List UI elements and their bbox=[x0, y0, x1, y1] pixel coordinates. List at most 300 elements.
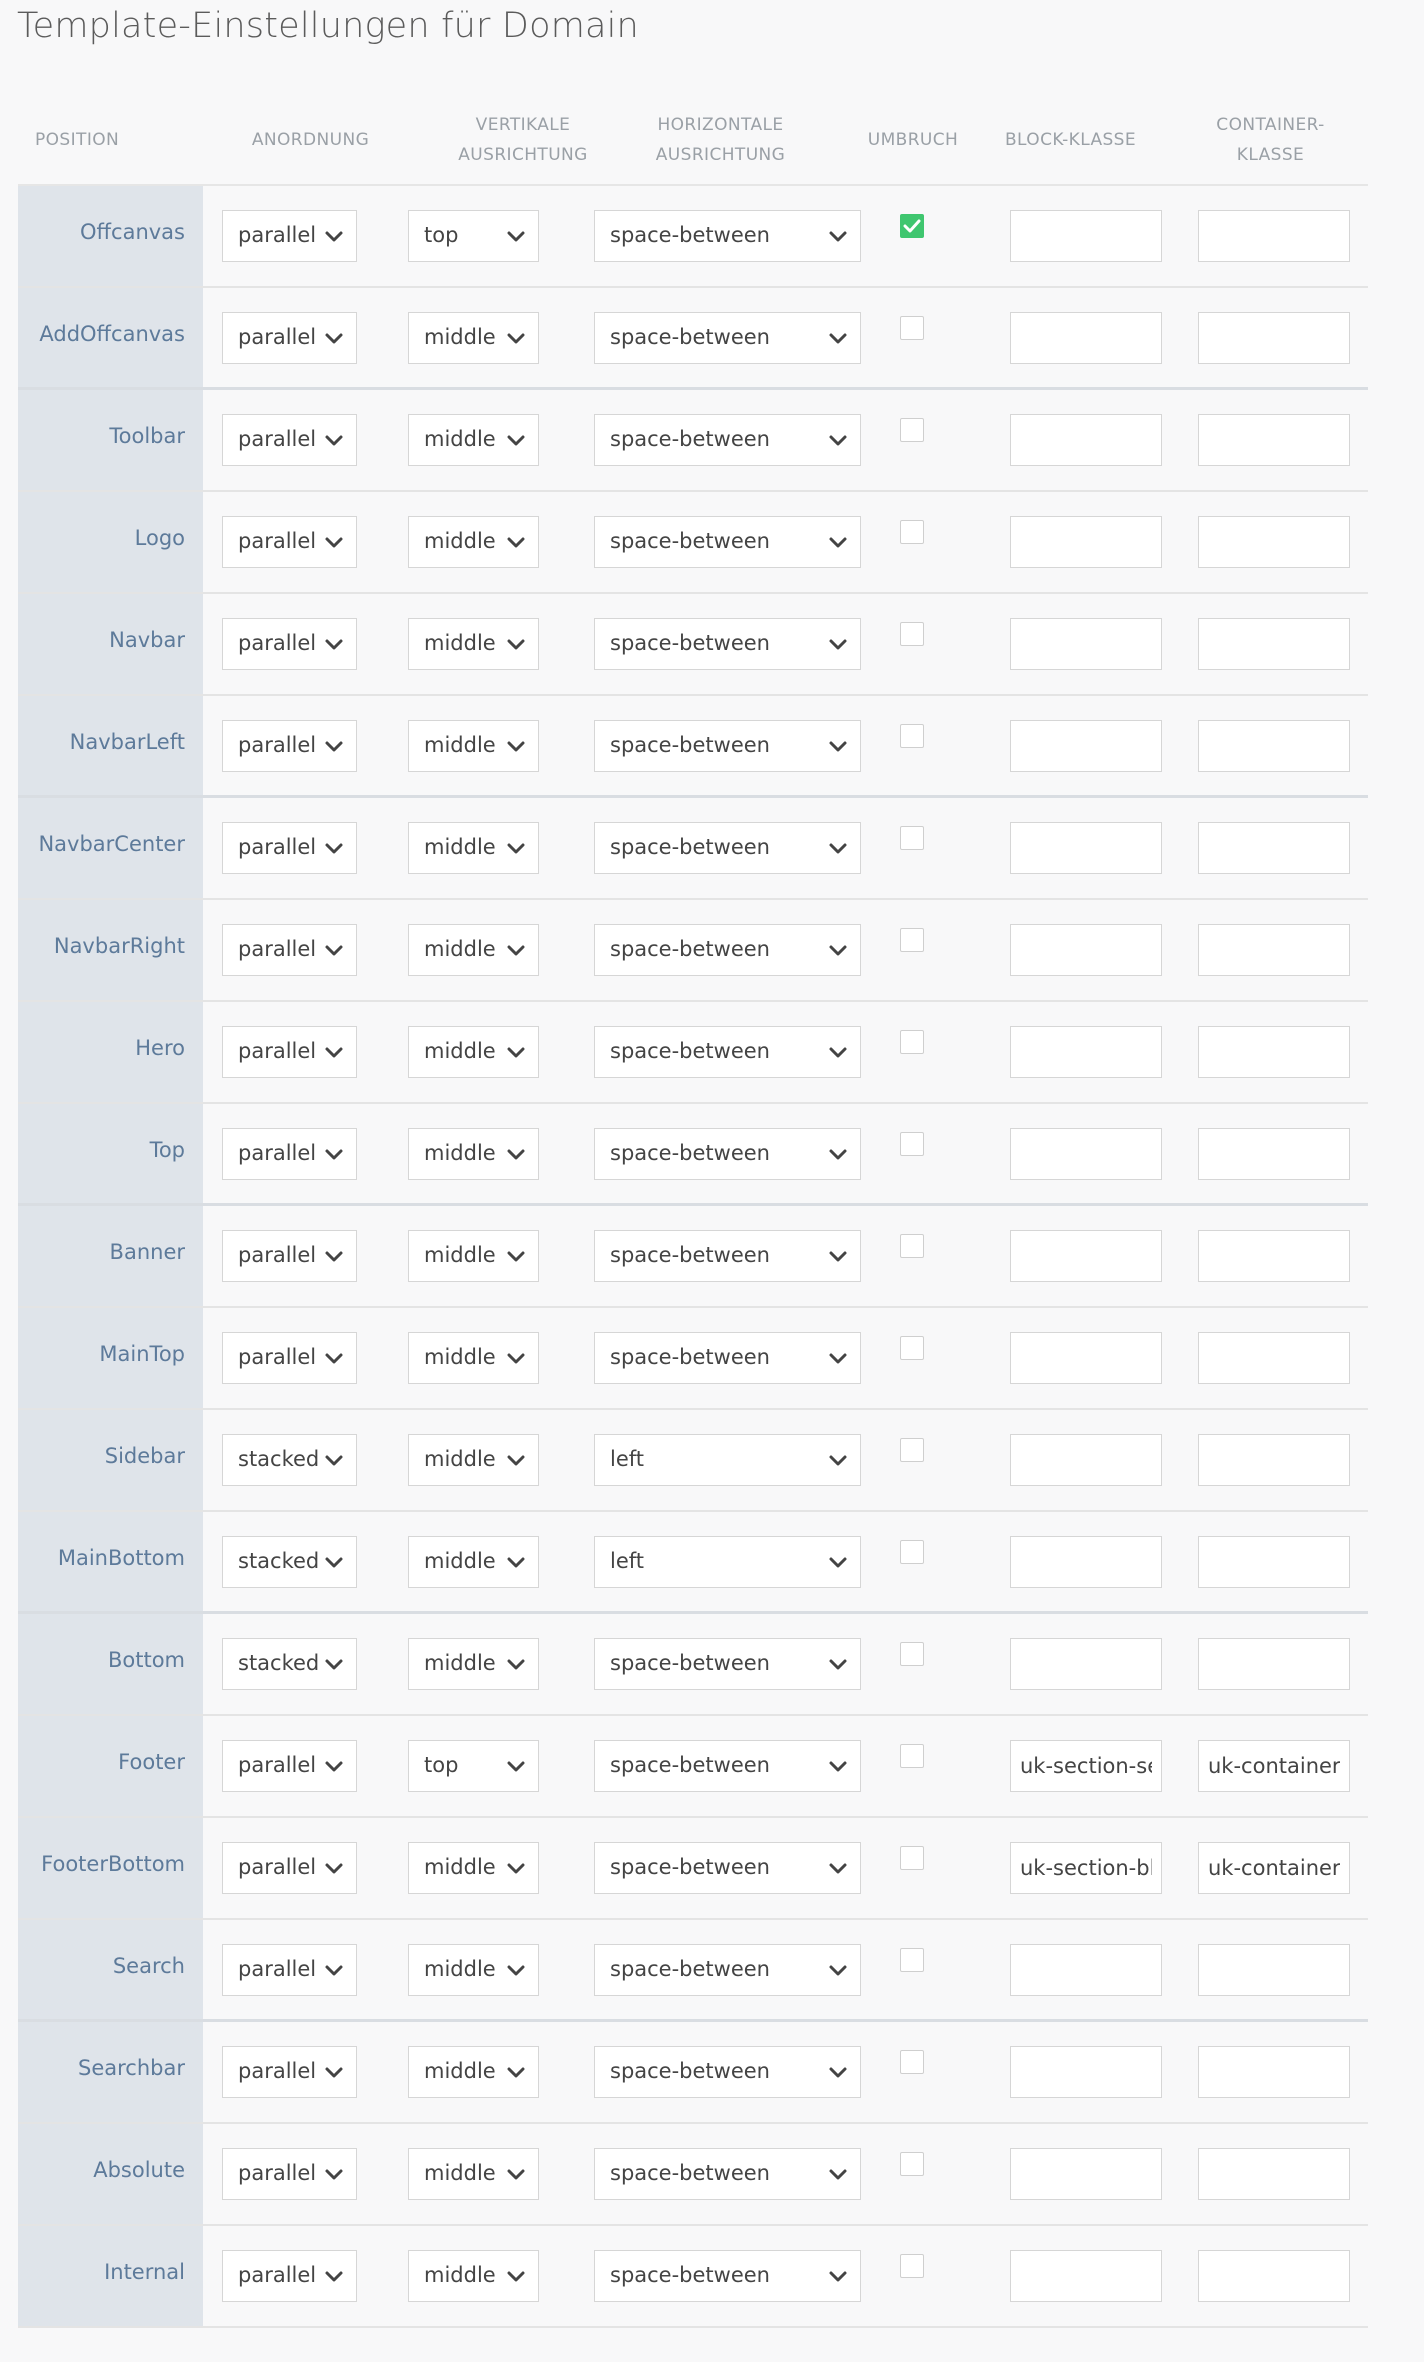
chevron-down-icon bbox=[828, 227, 848, 247]
header-position: POSITION bbox=[35, 130, 120, 150]
block-class-input[interactable] bbox=[1010, 618, 1162, 670]
horizontal-align-select[interactable] bbox=[594, 1842, 861, 1894]
position-label: Offcanvas bbox=[80, 220, 185, 244]
vertical-align-select[interactable] bbox=[408, 2148, 539, 2200]
vertical-align-select-value: middle bbox=[424, 1855, 496, 1879]
position-label: Navbar bbox=[109, 628, 185, 652]
chevron-down-icon bbox=[506, 941, 526, 961]
vertical-align-select[interactable] bbox=[408, 822, 539, 874]
table-row bbox=[18, 900, 1368, 1002]
wrap-checkbox[interactable] bbox=[900, 724, 924, 748]
block-class-input[interactable] bbox=[1010, 1026, 1162, 1078]
layout-select-value: parallel bbox=[238, 733, 317, 757]
chevron-down-icon bbox=[506, 1043, 526, 1063]
wrap-checkbox[interactable] bbox=[900, 214, 924, 238]
horizontal-align-select[interactable] bbox=[594, 822, 861, 874]
layout-select[interactable] bbox=[222, 720, 357, 772]
table-row bbox=[18, 492, 1368, 594]
vertical-align-select[interactable] bbox=[408, 516, 539, 568]
chevron-down-icon bbox=[828, 2063, 848, 2083]
chevron-down-icon bbox=[324, 1859, 344, 1879]
chevron-down-icon bbox=[506, 737, 526, 757]
chevron-down-icon bbox=[828, 2267, 848, 2287]
horizontal-align-select-value: space-between bbox=[610, 1753, 770, 1777]
chevron-down-icon bbox=[828, 635, 848, 655]
container-class-input[interactable] bbox=[1198, 516, 1350, 568]
horizontal-align-select[interactable] bbox=[594, 1434, 861, 1486]
chevron-down-icon bbox=[828, 1859, 848, 1879]
table-header bbox=[18, 96, 1368, 184]
horizontal-align-select-value: space-between bbox=[610, 1345, 770, 1369]
vertical-align-select-value: middle bbox=[424, 1345, 496, 1369]
chevron-down-icon bbox=[506, 1145, 526, 1165]
chevron-down-icon bbox=[324, 1247, 344, 1267]
container-class-input[interactable] bbox=[1198, 1740, 1350, 1792]
chevron-down-icon bbox=[324, 1961, 344, 1981]
vertical-align-select-value: middle bbox=[424, 1957, 496, 1981]
position-cell bbox=[18, 1206, 203, 1306]
layout-select[interactable] bbox=[222, 2148, 357, 2200]
layout-select-value: parallel bbox=[238, 427, 317, 451]
layout-select-value: parallel bbox=[238, 1957, 317, 1981]
chevron-down-icon bbox=[828, 737, 848, 757]
horizontal-align-select-value: left bbox=[610, 1447, 645, 1471]
chevron-down-icon bbox=[506, 2267, 526, 2287]
table-row bbox=[18, 1308, 1368, 1410]
chevron-down-icon bbox=[506, 1859, 526, 1879]
vertical-align-select[interactable] bbox=[408, 1434, 539, 1486]
layout-select-value: parallel bbox=[238, 1753, 317, 1777]
wrap-checkbox[interactable] bbox=[900, 1846, 924, 1870]
vertical-align-select[interactable] bbox=[408, 1536, 539, 1588]
layout-select[interactable] bbox=[222, 414, 357, 466]
layout-select[interactable] bbox=[222, 1230, 357, 1282]
position-cell bbox=[18, 900, 203, 1000]
chevron-down-icon bbox=[506, 2165, 526, 2185]
block-class-input[interactable] bbox=[1010, 2148, 1162, 2200]
horizontal-align-select[interactable] bbox=[594, 414, 861, 466]
horizontal-align-select-value: space-between bbox=[610, 1243, 770, 1267]
block-class-input[interactable] bbox=[1010, 1842, 1162, 1894]
horizontal-align-select-value: space-between bbox=[610, 1141, 770, 1165]
chevron-down-icon bbox=[828, 941, 848, 961]
block-class-input[interactable] bbox=[1010, 210, 1162, 262]
vertical-align-select[interactable] bbox=[408, 1128, 539, 1180]
chevron-down-icon bbox=[828, 1349, 848, 1369]
layout-select-value: parallel bbox=[238, 835, 317, 859]
wrap-checkbox[interactable] bbox=[900, 1744, 924, 1768]
chevron-down-icon bbox=[324, 1451, 344, 1471]
wrap-checkbox[interactable] bbox=[900, 622, 924, 646]
horizontal-align-select[interactable] bbox=[594, 516, 861, 568]
horizontal-align-select[interactable] bbox=[594, 1638, 861, 1690]
container-class-input[interactable] bbox=[1198, 1230, 1350, 1282]
vertical-align-select[interactable] bbox=[408, 1230, 539, 1282]
horizontal-align-select[interactable] bbox=[594, 1230, 861, 1282]
position-cell bbox=[18, 594, 203, 694]
position-label: MainBottom bbox=[57, 1546, 185, 1570]
horizontal-align-select[interactable] bbox=[594, 924, 861, 976]
block-class-input[interactable] bbox=[1010, 1740, 1162, 1792]
layout-select[interactable] bbox=[222, 210, 357, 262]
horizontal-align-select[interactable] bbox=[594, 720, 861, 772]
horizontal-align-select[interactable] bbox=[594, 1536, 861, 1588]
horizontal-align-select[interactable] bbox=[594, 1740, 861, 1792]
layout-select[interactable] bbox=[222, 618, 357, 670]
horizontal-align-select[interactable] bbox=[594, 618, 861, 670]
horizontal-align-select-value: space-between bbox=[610, 2263, 770, 2287]
vertical-align-select[interactable] bbox=[408, 1842, 539, 1894]
block-class-input[interactable] bbox=[1010, 1332, 1162, 1384]
layout-select[interactable] bbox=[222, 924, 357, 976]
layout-select-value: parallel bbox=[238, 1243, 317, 1267]
position-cell bbox=[18, 1002, 203, 1102]
container-class-input[interactable] bbox=[1198, 1944, 1350, 1996]
table-row bbox=[18, 186, 1368, 288]
vertical-align-select-value: middle bbox=[424, 937, 496, 961]
position-cell bbox=[18, 390, 203, 490]
layout-select[interactable] bbox=[222, 1332, 357, 1384]
vertical-align-select-value: middle bbox=[424, 427, 496, 451]
chevron-down-icon bbox=[828, 431, 848, 451]
position-cell bbox=[18, 1104, 203, 1203]
chevron-down-icon bbox=[324, 2165, 344, 2185]
position-label: Search bbox=[112, 1954, 185, 1978]
vertical-align-select[interactable] bbox=[408, 618, 539, 670]
position-cell bbox=[18, 696, 203, 795]
vertical-align-select[interactable] bbox=[408, 2250, 539, 2302]
chevron-down-icon bbox=[828, 2165, 848, 2185]
block-class-input[interactable] bbox=[1010, 822, 1162, 874]
block-class-input[interactable] bbox=[1010, 1128, 1162, 1180]
vertical-align-select-value: middle bbox=[424, 1141, 496, 1165]
layout-select-value: parallel bbox=[238, 325, 317, 349]
block-class-input[interactable] bbox=[1010, 312, 1162, 364]
block-class-input[interactable] bbox=[1010, 414, 1162, 466]
position-cell bbox=[18, 2022, 203, 2122]
chevron-down-icon bbox=[828, 1655, 848, 1675]
layout-select[interactable] bbox=[222, 1944, 357, 1996]
block-class-input[interactable] bbox=[1010, 1638, 1162, 1690]
horizontal-align-select-value: space-between bbox=[610, 835, 770, 859]
chevron-down-icon bbox=[324, 1655, 344, 1675]
layout-select[interactable] bbox=[222, 1434, 357, 1486]
horizontal-align-select[interactable] bbox=[594, 1128, 861, 1180]
chevron-down-icon bbox=[506, 1349, 526, 1369]
chevron-down-icon bbox=[506, 839, 526, 859]
table-row bbox=[18, 1818, 1368, 1920]
header-wrap: UMBRUCH bbox=[867, 130, 959, 150]
chevron-down-icon bbox=[828, 1043, 848, 1063]
wrap-checkbox[interactable] bbox=[900, 418, 924, 442]
header-layout: ANORDNUNG bbox=[251, 130, 370, 150]
container-class-input[interactable] bbox=[1198, 312, 1350, 364]
table-row bbox=[18, 1206, 1368, 1308]
chevron-down-icon bbox=[828, 1145, 848, 1165]
layout-select[interactable] bbox=[222, 516, 357, 568]
vertical-align-select-value: top bbox=[424, 223, 459, 247]
wrap-checkbox[interactable] bbox=[900, 1030, 924, 1054]
horizontal-align-select[interactable] bbox=[594, 210, 861, 262]
wrap-checkbox[interactable] bbox=[900, 1336, 924, 1360]
horizontal-align-select-value: space-between bbox=[610, 325, 770, 349]
table-row bbox=[18, 1512, 1368, 1614]
block-class-input[interactable] bbox=[1010, 2250, 1162, 2302]
block-class-input[interactable] bbox=[1010, 1536, 1162, 1588]
horizontal-align-select-value: space-between bbox=[610, 427, 770, 451]
position-cell bbox=[18, 1818, 203, 1918]
layout-select[interactable] bbox=[222, 2250, 357, 2302]
position-cell bbox=[18, 1614, 203, 1714]
chevron-down-icon bbox=[828, 1247, 848, 1267]
header-vertical: VERTIKALE AUSRICHTUNG bbox=[458, 115, 588, 165]
container-class-input[interactable] bbox=[1198, 1638, 1350, 1690]
horizontal-align-select-value: space-between bbox=[610, 1855, 770, 1879]
vertical-align-select[interactable] bbox=[408, 312, 539, 364]
horizontal-align-select-value: space-between bbox=[610, 937, 770, 961]
chevron-down-icon bbox=[324, 839, 344, 859]
chevron-down-icon bbox=[506, 431, 526, 451]
layout-select-value: parallel bbox=[238, 1855, 317, 1879]
layout-select[interactable] bbox=[222, 2046, 357, 2098]
position-cell bbox=[18, 1716, 203, 1816]
container-class-input[interactable] bbox=[1198, 924, 1350, 976]
layout-select-value: parallel bbox=[238, 937, 317, 961]
header-container-class: CONTAINER- KLASSE bbox=[1216, 115, 1325, 165]
container-class-input[interactable] bbox=[1198, 1026, 1350, 1078]
container-class-input[interactable] bbox=[1198, 1536, 1350, 1588]
position-label: Logo bbox=[134, 526, 185, 550]
container-class-input[interactable] bbox=[1198, 2250, 1350, 2302]
page-title: Template-Einstellungen für Domain bbox=[17, 6, 639, 46]
vertical-align-select-value: middle bbox=[424, 529, 496, 553]
table-row bbox=[18, 2226, 1368, 2328]
layout-select-value: parallel bbox=[238, 631, 317, 655]
position-label: Banner bbox=[109, 1240, 185, 1264]
table-row bbox=[18, 288, 1368, 390]
layout-select[interactable] bbox=[222, 1026, 357, 1078]
wrap-checkbox[interactable] bbox=[900, 520, 924, 544]
vertical-align-select-value: middle bbox=[424, 1447, 496, 1471]
position-label: Top bbox=[149, 1138, 185, 1162]
chevron-down-icon bbox=[506, 1961, 526, 1981]
chevron-down-icon bbox=[324, 1145, 344, 1165]
chevron-down-icon bbox=[324, 737, 344, 757]
container-class-input[interactable] bbox=[1198, 1332, 1350, 1384]
vertical-align-select-value: middle bbox=[424, 1651, 496, 1675]
layout-select-value: parallel bbox=[238, 223, 317, 247]
block-class-input[interactable] bbox=[1010, 2046, 1162, 2098]
position-label: NavbarRight bbox=[53, 934, 185, 958]
position-cell bbox=[18, 186, 203, 286]
horizontal-align-select-value: space-between bbox=[610, 631, 770, 655]
chevron-down-icon bbox=[506, 635, 526, 655]
horizontal-align-select[interactable] bbox=[594, 2046, 861, 2098]
container-class-input[interactable] bbox=[1198, 822, 1350, 874]
position-cell bbox=[18, 1308, 203, 1408]
horizontal-align-select-value: space-between bbox=[610, 733, 770, 757]
chevron-down-icon bbox=[324, 431, 344, 451]
table-row bbox=[18, 1104, 1368, 1206]
chevron-down-icon bbox=[324, 2267, 344, 2287]
chevron-down-icon bbox=[324, 329, 344, 349]
horizontal-align-select-value: space-between bbox=[610, 529, 770, 553]
vertical-align-select-value: middle bbox=[424, 2263, 496, 2287]
container-class-input[interactable] bbox=[1198, 210, 1350, 262]
vertical-align-select[interactable] bbox=[408, 924, 539, 976]
layout-select-value: stacked bbox=[238, 1651, 320, 1675]
container-class-input[interactable] bbox=[1198, 414, 1350, 466]
vertical-align-select[interactable] bbox=[408, 210, 539, 262]
position-cell bbox=[18, 492, 203, 592]
position-label: Bottom bbox=[107, 1648, 185, 1672]
horizontal-align-select[interactable] bbox=[594, 1332, 861, 1384]
vertical-align-select-value: middle bbox=[424, 1039, 496, 1063]
wrap-checkbox[interactable] bbox=[900, 2050, 924, 2074]
horizontal-align-select[interactable] bbox=[594, 1026, 861, 1078]
position-cell bbox=[18, 1512, 203, 1611]
position-label: AddOffcanvas bbox=[39, 322, 185, 346]
layout-select-value: stacked bbox=[238, 1447, 320, 1471]
wrap-checkbox[interactable] bbox=[900, 1642, 924, 1666]
table-row bbox=[18, 798, 1368, 900]
block-class-input[interactable] bbox=[1010, 1230, 1162, 1282]
chevron-down-icon bbox=[828, 533, 848, 553]
vertical-align-select-value: middle bbox=[424, 631, 496, 655]
position-cell bbox=[18, 2226, 203, 2326]
vertical-align-select[interactable] bbox=[408, 2046, 539, 2098]
chevron-down-icon bbox=[506, 1451, 526, 1471]
header-block-class: BLOCK-KLASSE bbox=[1004, 130, 1137, 150]
position-label: FooterBottom bbox=[41, 1852, 185, 1876]
chevron-down-icon bbox=[828, 1553, 848, 1573]
container-class-input[interactable] bbox=[1198, 1842, 1350, 1894]
table-row bbox=[18, 1716, 1368, 1818]
horizontal-align-select[interactable] bbox=[594, 312, 861, 364]
layout-select[interactable] bbox=[222, 1740, 357, 1792]
position-label: NavbarLeft bbox=[69, 730, 185, 754]
chevron-down-icon bbox=[828, 329, 848, 349]
vertical-align-select-value: middle bbox=[424, 733, 496, 757]
block-class-input[interactable] bbox=[1010, 720, 1162, 772]
layout-select-value: parallel bbox=[238, 1345, 317, 1369]
vertical-align-select[interactable] bbox=[408, 1026, 539, 1078]
chevron-down-icon bbox=[324, 1757, 344, 1777]
chevron-down-icon bbox=[506, 1553, 526, 1573]
chevron-down-icon bbox=[324, 941, 344, 961]
layout-select[interactable] bbox=[222, 1842, 357, 1894]
wrap-checkbox[interactable] bbox=[900, 316, 924, 340]
chevron-down-icon bbox=[828, 839, 848, 859]
layout-select[interactable] bbox=[222, 1128, 357, 1180]
block-class-input[interactable] bbox=[1010, 1434, 1162, 1486]
position-label: Footer bbox=[118, 1750, 185, 1774]
vertical-align-select[interactable] bbox=[408, 720, 539, 772]
horizontal-align-select-value: space-between bbox=[610, 1957, 770, 1981]
layout-select-value: parallel bbox=[238, 1141, 317, 1165]
layout-select[interactable] bbox=[222, 1536, 357, 1588]
layout-select-value: stacked bbox=[238, 1549, 320, 1573]
vertical-align-select[interactable] bbox=[408, 1740, 539, 1792]
vertical-align-select-value: middle bbox=[424, 835, 496, 859]
table-row bbox=[18, 594, 1368, 696]
layout-select[interactable] bbox=[222, 312, 357, 364]
wrap-checkbox[interactable] bbox=[900, 1948, 924, 1972]
wrap-checkbox[interactable] bbox=[900, 2254, 924, 2278]
chevron-down-icon bbox=[324, 2063, 344, 2083]
chevron-down-icon bbox=[506, 1757, 526, 1777]
horizontal-align-select[interactable] bbox=[594, 1944, 861, 1996]
position-label: Toolbar bbox=[109, 424, 185, 448]
wrap-checkbox[interactable] bbox=[900, 2152, 924, 2176]
container-class-input[interactable] bbox=[1198, 2148, 1350, 2200]
vertical-align-select[interactable] bbox=[408, 1332, 539, 1384]
horizontal-align-select[interactable] bbox=[594, 2250, 861, 2302]
layout-select-value: parallel bbox=[238, 1039, 317, 1063]
block-class-input[interactable] bbox=[1010, 516, 1162, 568]
chevron-down-icon bbox=[324, 1553, 344, 1573]
layout-select-value: parallel bbox=[238, 2059, 317, 2083]
position-label: Searchbar bbox=[78, 2056, 185, 2080]
horizontal-align-select-value: space-between bbox=[610, 223, 770, 247]
vertical-align-select-value: top bbox=[424, 1753, 459, 1777]
wrap-checkbox[interactable] bbox=[900, 1540, 924, 1564]
chevron-down-icon bbox=[506, 329, 526, 349]
position-cell bbox=[18, 1920, 203, 2019]
position-label: Hero bbox=[135, 1036, 185, 1060]
vertical-align-select-value: middle bbox=[424, 325, 496, 349]
wrap-checkbox[interactable] bbox=[900, 826, 924, 850]
vertical-align-select[interactable] bbox=[408, 414, 539, 466]
block-class-input[interactable] bbox=[1010, 1944, 1162, 1996]
horizontal-align-select-value: space-between bbox=[610, 2059, 770, 2083]
vertical-align-select[interactable] bbox=[408, 1944, 539, 1996]
position-label: Sidebar bbox=[104, 1444, 185, 1468]
chevron-down-icon bbox=[828, 1451, 848, 1471]
chevron-down-icon bbox=[506, 227, 526, 247]
wrap-checkbox[interactable] bbox=[900, 1438, 924, 1462]
horizontal-align-select-value: space-between bbox=[610, 1651, 770, 1675]
container-class-input[interactable] bbox=[1198, 618, 1350, 670]
wrap-checkbox[interactable] bbox=[900, 1234, 924, 1258]
vertical-align-select-value: middle bbox=[424, 2161, 496, 2185]
horizontal-align-select[interactable] bbox=[594, 2148, 861, 2200]
container-class-input[interactable] bbox=[1198, 1434, 1350, 1486]
container-class-input[interactable] bbox=[1198, 1128, 1350, 1180]
wrap-checkbox[interactable] bbox=[900, 1132, 924, 1156]
chevron-down-icon bbox=[324, 533, 344, 553]
layout-select-value: parallel bbox=[238, 529, 317, 553]
vertical-align-select-value: middle bbox=[424, 1549, 496, 1573]
wrap-checkbox[interactable] bbox=[900, 928, 924, 952]
chevron-down-icon bbox=[506, 1247, 526, 1267]
table-row bbox=[18, 2124, 1368, 2226]
block-class-input[interactable] bbox=[1010, 924, 1162, 976]
horizontal-align-select-value: space-between bbox=[610, 1039, 770, 1063]
container-class-input[interactable] bbox=[1198, 2046, 1350, 2098]
chevron-down-icon bbox=[828, 1757, 848, 1777]
layout-select[interactable] bbox=[222, 1638, 357, 1690]
position-label: MainTop bbox=[99, 1342, 185, 1366]
position-label: NavbarCenter bbox=[38, 832, 185, 856]
table-row bbox=[18, 1920, 1368, 2022]
vertical-align-select-value: middle bbox=[424, 1243, 496, 1267]
container-class-input[interactable] bbox=[1198, 720, 1350, 772]
chevron-down-icon bbox=[324, 1043, 344, 1063]
position-label: Absolute bbox=[93, 2158, 185, 2182]
layout-select[interactable] bbox=[222, 822, 357, 874]
vertical-align-select[interactable] bbox=[408, 1638, 539, 1690]
